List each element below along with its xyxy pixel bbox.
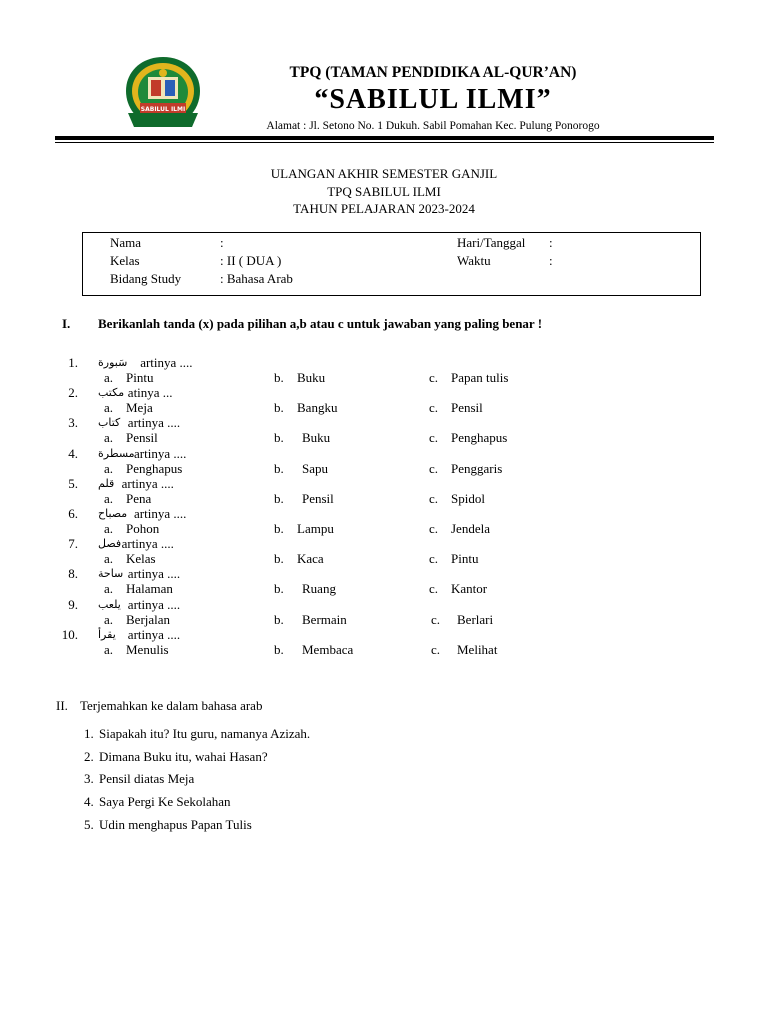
option-b[interactable]: Membaca: [302, 641, 354, 657]
option-c[interactable]: Penghapus: [451, 430, 508, 446]
option-b[interactable]: Ruang: [302, 581, 336, 597]
option-b[interactable]: Sapu: [302, 460, 328, 476]
question-item: [0, 627, 768, 657]
option-b-label: b.: [274, 430, 284, 446]
question-arabic-word: يلعب: [98, 597, 121, 611]
option-a-label: a.: [104, 370, 114, 385]
section-2-number: II.: [56, 698, 68, 713]
option-a[interactable]: Pena: [126, 490, 152, 506]
section-1-number: I.: [62, 316, 71, 331]
question-arabic-word: كتاب: [98, 416, 121, 430]
translation-number: 3.: [84, 771, 94, 787]
option-b-label: b.: [274, 400, 284, 416]
option-a[interactable]: Pohon: [126, 521, 160, 536]
option-a-label: a.: [104, 400, 114, 416]
option-a[interactable]: Meja: [126, 400, 153, 416]
kelas-label: Kelas: [110, 253, 140, 268]
option-b[interactable]: Lampu: [297, 521, 334, 536]
option-c-label: c.: [429, 490, 439, 506]
question-text: artinya ....: [127, 596, 181, 612]
question-text: artinya ....: [134, 506, 187, 521]
option-c-label: c.: [429, 581, 439, 597]
translation-text: Dimana Buku itu, wahai Hasan?: [99, 748, 268, 764]
waktu-field[interactable]: :: [549, 253, 553, 268]
option-b[interactable]: Buku: [302, 430, 331, 446]
question-text: artinya ....: [140, 355, 193, 370]
question-text: artinya ....: [127, 626, 181, 642]
exam-title: ULANGAN AKHIR SEMESTER GANJIL: [270, 166, 498, 181]
option-c-label: c.: [429, 370, 439, 385]
translation-item: [84, 771, 194, 787]
question-number: 9.: [68, 596, 78, 612]
translation-text: Saya Pergi Ke Sekolahan: [99, 794, 231, 810]
question-text: artinya ....: [134, 445, 187, 461]
question-item: [0, 566, 768, 596]
question-number: 10.: [61, 626, 78, 642]
option-c-label: c.: [429, 430, 439, 446]
option-c[interactable]: Spidol: [451, 490, 485, 506]
option-b[interactable]: Bermain: [302, 611, 347, 627]
logo-text: SABILUL ILMI: [140, 106, 186, 113]
question-number: 8.: [68, 566, 78, 582]
option-b-label: b.: [274, 460, 284, 476]
bidang-study-label: Bidang Study: [110, 271, 182, 286]
question-item: [0, 536, 768, 566]
question-item: [0, 385, 768, 415]
question-number: 5.: [68, 475, 78, 491]
question-arabic-word: ساحة: [98, 567, 124, 581]
option-b-label: b.: [274, 641, 284, 657]
option-c-label: c.: [431, 611, 441, 627]
option-b-label: b.: [274, 521, 284, 536]
question-text: artinya ....: [121, 536, 174, 552]
question-text: artinya ....: [121, 475, 174, 491]
option-c[interactable]: Jendela: [451, 521, 490, 536]
option-b[interactable]: Buku: [297, 370, 326, 385]
institution-title: “SABILUL ILMI”: [314, 84, 552, 115]
option-a[interactable]: Halaman: [126, 581, 173, 597]
translation-number: 2.: [84, 748, 94, 764]
question-number: 1.: [68, 355, 78, 370]
option-a-label: a.: [104, 460, 114, 476]
translation-text: Siapakah itu? Itu guru, namanya Azizah.: [99, 726, 311, 741]
option-a[interactable]: Kelas: [126, 551, 156, 567]
question-item: [0, 476, 768, 506]
question-arabic-word: فصل: [98, 537, 122, 551]
question-number: 4.: [68, 445, 78, 461]
header-divider-thin: [55, 142, 714, 143]
translation-number: 4.: [84, 794, 94, 810]
student-identity-box: [82, 232, 701, 296]
hari-tanggal-label: Hari/Tanggal: [457, 235, 526, 250]
nama-field[interactable]: :: [220, 235, 224, 250]
institution-name: TPQ (TAMAN PENDIDIKA AL-QUR’AN): [289, 64, 577, 81]
option-c[interactable]: Kantor: [451, 581, 488, 597]
question-arabic-word: مسطرة: [98, 446, 135, 460]
question-text: atinya ...: [127, 385, 173, 401]
question-text: artinya ....: [127, 566, 181, 582]
exam-year: TAHUN PELAJARAN 2023-2024: [293, 201, 475, 216]
question-number: 6.: [68, 506, 78, 521]
question-arabic-word: يقرأ: [98, 627, 116, 641]
question-item: [0, 506, 768, 536]
option-a-label: a.: [104, 551, 114, 567]
option-c[interactable]: Berlari: [457, 611, 494, 627]
option-a[interactable]: Menulis: [126, 641, 169, 657]
waktu-label: Waktu: [457, 253, 491, 268]
option-b-label: b.: [274, 551, 284, 567]
option-c[interactable]: Papan tulis: [451, 370, 509, 385]
option-b[interactable]: Pensil: [302, 490, 334, 506]
option-c[interactable]: Melihat: [457, 641, 498, 657]
option-a-label: a.: [104, 490, 114, 506]
section-1-instruction: Berikanlah tanda (x) pada pilihan a,b atau c untuk jawaban yang paling benar !: [98, 316, 543, 331]
option-b-label: b.: [274, 490, 284, 506]
translation-number: 5.: [84, 816, 94, 832]
hari-tanggal-field[interactable]: :: [549, 235, 553, 250]
option-c-label: c.: [431, 641, 441, 657]
option-a[interactable]: Berjalan: [126, 611, 171, 627]
question-item: [0, 355, 768, 385]
option-c[interactable]: Penggaris: [451, 460, 503, 476]
question-item: [0, 415, 768, 445]
section-2-instruction: Terjemahkan ke dalam bahasa arab: [80, 698, 263, 713]
translation-item: [84, 817, 252, 833]
option-a[interactable]: Pintu: [126, 370, 154, 385]
translation-item: [84, 794, 231, 810]
option-b-label: b.: [274, 370, 284, 385]
translation-item: [84, 726, 310, 742]
nama-label: Nama: [110, 235, 142, 250]
option-a[interactable]: Penghapus: [126, 460, 183, 476]
option-c-label: c.: [429, 521, 439, 536]
option-a-label: a.: [104, 641, 114, 657]
exam-school: TPQ SABILUL ILMI: [327, 184, 441, 199]
question-number: 2.: [68, 385, 78, 401]
institution-address: Alamat : Jl. Setono No. 1 Dukuh. Sabil Pomahan Kec. Pulung Ponorogo: [266, 120, 600, 132]
option-a-label: a.: [104, 430, 114, 446]
header-divider-thick: [55, 136, 714, 140]
option-c-label: c.: [429, 551, 439, 567]
translation-number: 1.: [84, 726, 94, 741]
option-a-label: a.: [104, 521, 114, 536]
option-c-label: c.: [429, 400, 439, 416]
option-c-label: c.: [429, 460, 439, 476]
translation-text: Udin menghapus Papan Tulis: [99, 816, 252, 832]
option-a-label: a.: [104, 581, 114, 597]
question-item: [0, 597, 768, 627]
kelas-value: : II ( DUA ): [220, 253, 282, 268]
option-a-label: a.: [104, 611, 114, 627]
question-text: artinya ....: [127, 415, 181, 431]
question-arabic-word: قلم: [98, 476, 115, 490]
option-b[interactable]: Kaca: [297, 551, 324, 567]
translation-text: Pensil diatas Meja: [99, 771, 195, 787]
option-b[interactable]: Bangku: [297, 400, 338, 416]
option-b-label: b.: [274, 581, 284, 597]
option-c[interactable]: Pensil: [451, 400, 483, 416]
option-b-label: b.: [274, 611, 284, 627]
question-number: 3.: [68, 415, 78, 431]
question-number: 7.: [68, 536, 78, 552]
question-arabic-word: سَبورة: [98, 356, 128, 369]
bidang-study-value: : Bahasa Arab: [220, 271, 293, 286]
translation-item: [84, 749, 268, 765]
question-arabic-word: مصباح: [98, 507, 128, 520]
option-c[interactable]: Pintu: [451, 551, 479, 567]
option-a[interactable]: Pensil: [126, 430, 158, 446]
question-arabic-word: مكتب: [98, 386, 125, 400]
question-item: [0, 446, 768, 476]
